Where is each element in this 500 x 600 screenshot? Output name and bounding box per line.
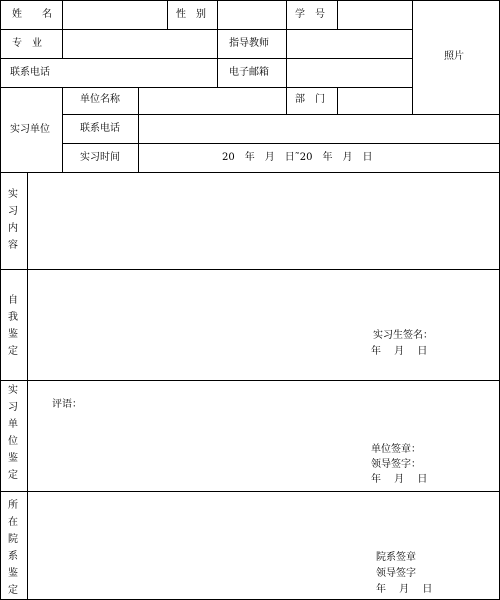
leader-sign-label: 领导签字： (371, 459, 421, 470)
unit-date: 年 月 日 (371, 474, 428, 485)
unit-name-label: 单位名称 (80, 94, 120, 105)
row-line-2 (0, 58, 412, 59)
college-eval-label: 所在院系鉴定 (8, 500, 18, 596)
phone-label: 联系电话 (10, 67, 50, 78)
col-line-412 (412, 0, 413, 114)
period-value: 20 年 月 日˜20 年 月 日 (222, 152, 373, 163)
col-line-167 (167, 0, 168, 29)
col-line-337a (337, 0, 338, 29)
advisor-label: 指导教师 (229, 38, 269, 49)
content-label: 实习内容 (8, 189, 18, 251)
college-date: 年 月 日 (376, 584, 433, 595)
row-line-8 (0, 380, 500, 381)
photo-label: 照片 (444, 51, 464, 62)
col-line-286 (286, 0, 287, 114)
unit-seal-label: 单位签章： (371, 444, 421, 455)
col-line-138 (138, 87, 139, 172)
comment-label: 评语： (52, 399, 82, 410)
unit-eval-label: 实习单位鉴定 (8, 385, 18, 481)
gender-label: 性 别 (176, 9, 206, 20)
col-line-62b (62, 87, 63, 172)
row-line-5 (62, 143, 500, 144)
email-label: 电子邮箱 (229, 67, 269, 78)
col-line-217 (217, 0, 218, 87)
row-line-9 (0, 491, 500, 492)
internship-unit-label: 实习单位 (10, 124, 50, 135)
self-eval-label: 自我鉴定 (8, 295, 18, 357)
name-label: 姓 名 (12, 9, 52, 20)
department-label: 部 门 (295, 94, 325, 105)
row-line-7 (0, 269, 500, 270)
border-left (0, 0, 1, 600)
college-seal-label: 院系签章 (376, 552, 416, 563)
college-leader-sign-label: 领导签字 (376, 568, 416, 579)
unit-phone-label: 联系电话 (80, 123, 120, 134)
col-line-337b (337, 87, 338, 114)
row-line-6 (0, 172, 500, 173)
student-id-label: 学 号 (295, 9, 325, 20)
self-sign-label: 实习生签名： (373, 330, 433, 341)
major-label: 专 业 (12, 38, 42, 49)
self-date: 年 月 日 (371, 346, 428, 357)
row-line-4a (62, 114, 500, 115)
col-line-27 (27, 172, 28, 600)
period-label: 实习时间 (80, 152, 120, 163)
border-top (0, 0, 500, 1)
col-line-62a (62, 0, 63, 58)
